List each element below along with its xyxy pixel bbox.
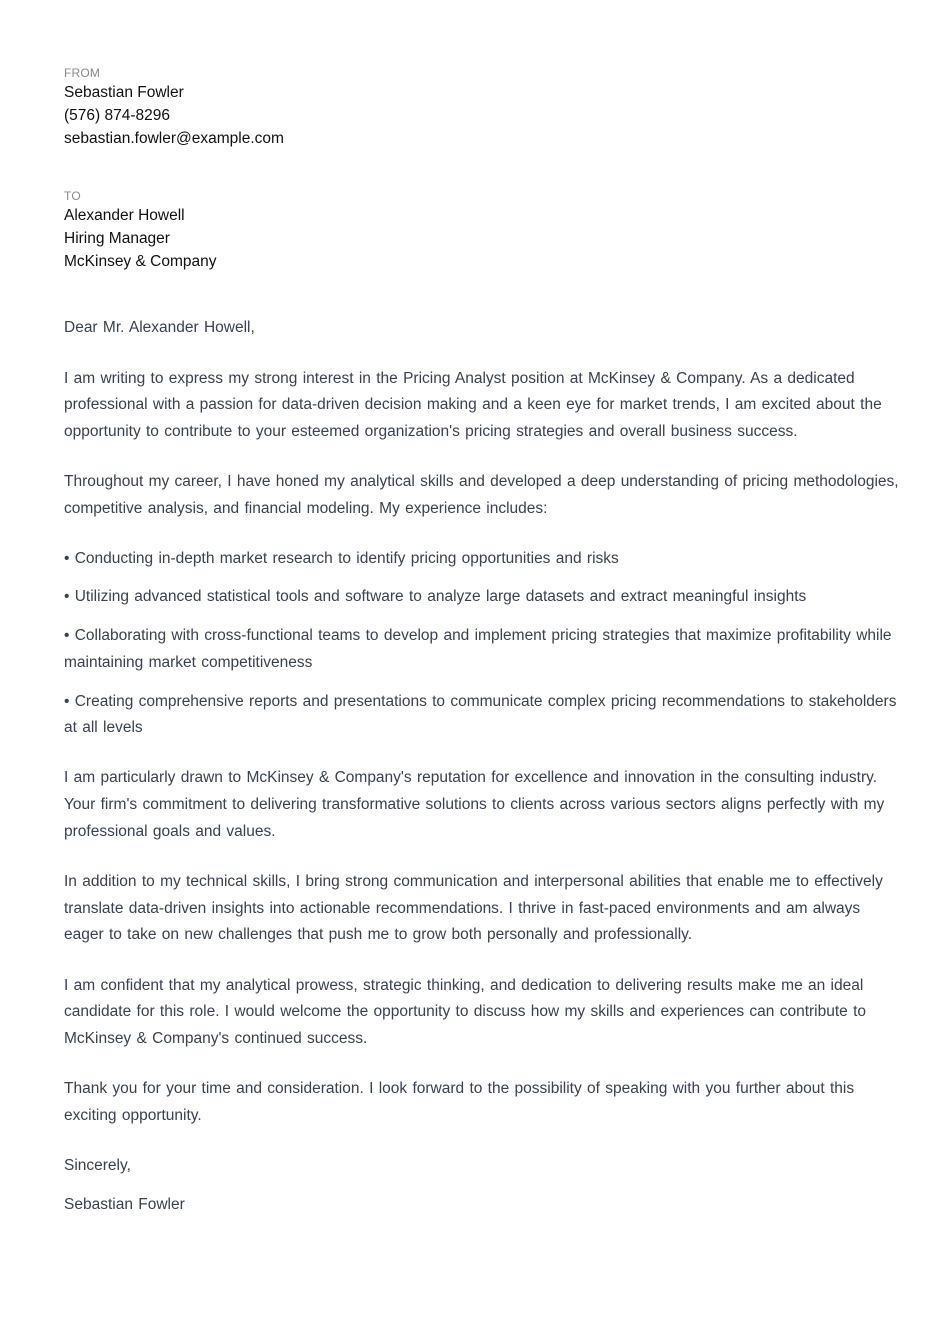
sender-phone: (576) 874-8296 xyxy=(64,107,170,124)
paragraph-intro: I am writing to express my strong interest in the Pricing Analyst position at McKinsey & Company. As a dedicated professional with a passion for data-driven decision making and a keen eye for market trends, I am excited about the opportunity to contribute to your esteemed organization's pricing strategies and overall business success. xyxy=(64,369,882,441)
recipient-name: Alexander Howell xyxy=(64,207,185,224)
paragraph-soft-skills: In addition to my technical skills, I bring strong communication and interpersonal abilities that enable me to effectively translate data-driven insights into actionable recommendations. I thrive in fast-paced environments and am always eager to take on new challenges that push me to grow both personally and professionally. xyxy=(64,873,883,944)
greeting: Dear Mr. Alexander Howell, xyxy=(64,319,255,336)
sender-name: Sebastian Fowler xyxy=(64,84,184,101)
experience-list xyxy=(64,546,900,742)
experience-item: • Conducting in-depth market research to identify pricing opportunities and risks xyxy=(64,549,619,567)
sender-block xyxy=(64,65,900,150)
recipient-title: Hiring Manager xyxy=(64,230,170,247)
to-label: TO xyxy=(64,189,81,203)
paragraph-confidence: I am confident that my analytical prowess, strategic thinking, and dedication to delivering results make me an ideal candidate for this role. I would welcome the opportunity to discuss how my skills and experiences can contribute to McKinsey & Company's continued success. xyxy=(64,976,867,1048)
paragraph-company-fit: I am particularly drawn to McKinsey & Company's reputation for excellence and innovation in the consulting industry. Your firm's commitment to delivering transformative solutions to clients across various sectors aligns perfectly with my professional goals and values. xyxy=(64,769,885,840)
letter-body xyxy=(64,315,900,1219)
paragraph-experience: Throughout my career, I have honed my analytical skills and developed a deep understanding of pricing methodologies, competitive analysis, and financial modeling. My experience includes: xyxy=(64,473,899,518)
cover-letter xyxy=(64,65,900,1219)
recipient-block xyxy=(64,188,900,273)
experience-item: • Creating comprehensive reports and presentations to communicate complex pricing recommendations to stakeholders at all levels xyxy=(64,692,897,737)
from-label: FROM xyxy=(64,66,101,80)
recipient-company: McKinsey & Company xyxy=(64,253,217,270)
sender-email: sebastian.fowler@example.com xyxy=(64,130,284,147)
sign-off: Sincerely, xyxy=(64,1157,131,1175)
experience-item: • Utilizing advanced statistical tools and software to analyze large datasets and extract meaningful insights xyxy=(64,588,807,606)
experience-item: • Collaborating with cross-functional teams to develop and implement pricing strategies that maximize profitability while maintaining market competitiveness xyxy=(64,627,892,671)
paragraph-thanks: Thank you for your time and consideration. I look forward to the possibility of speaking with you further about this exciting opportunity. xyxy=(64,1080,855,1124)
signature: Sebastian Fowler xyxy=(64,1195,185,1213)
